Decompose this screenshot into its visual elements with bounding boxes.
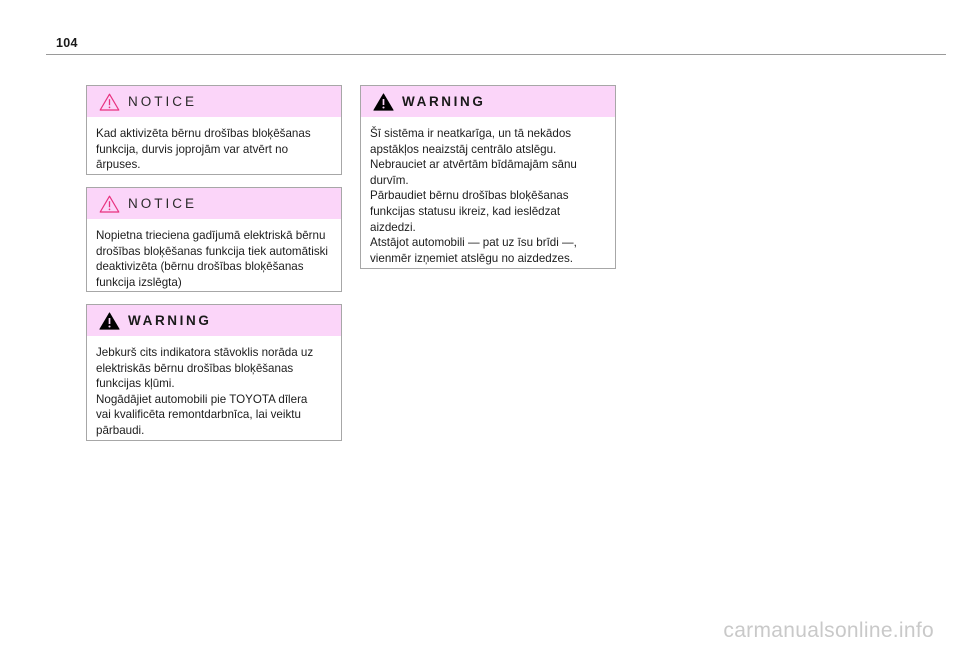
text-line: elektriskās bērnu drošības bloķēšanas	[96, 361, 294, 375]
text-line: Atstājot automobili — pat uz īsu brīdi —,	[370, 236, 577, 250]
warning-triangle-outline-icon	[99, 195, 120, 213]
notice-label: NOTICE	[128, 94, 198, 109]
warning-triangle-filled-icon	[99, 312, 120, 330]
text-line: funkcija izslēgta)	[96, 275, 182, 289]
warning-triangle-outline-icon	[99, 93, 120, 111]
notice-label: NOTICE	[128, 196, 198, 211]
warning-header	[87, 305, 341, 336]
text-line: funkcija, durvis joprojām var atvērt no	[96, 142, 289, 156]
text-line: drošības bloķēšanas funkcija tiek automātiski	[96, 244, 328, 258]
text-line: durvīm.	[370, 173, 409, 187]
text-line: Nogādājiet automobili pie TOYOTA dīlera	[96, 392, 308, 406]
notice-box-child-lock	[86, 85, 342, 175]
text-line: vai kvalificēta remontdarbnīca, lai veiktu	[96, 408, 301, 422]
header-rule	[46, 54, 946, 55]
text-line: Jebkurš cits indikatora stāvoklis norāda uz	[96, 346, 314, 359]
warning-label: WARNING	[402, 94, 486, 109]
text-line: ārpuses.	[96, 158, 141, 172]
text-line: vienmēr izņemiet atslēgu no aizdedzes.	[370, 251, 573, 265]
warning-triangle-filled-icon	[373, 93, 394, 111]
notice-text	[87, 117, 341, 183]
text-line: funkcijas statusu ikreiz, kad ieslēdzat	[370, 204, 561, 218]
text-line: Nebrauciet ar atvērtām bīdāmajām sānu	[370, 158, 577, 172]
text-line: deaktivizēta (bērnu drošības bloķēšanas	[96, 260, 304, 274]
notice-header	[87, 86, 341, 117]
notice-box-crash-deactivation	[86, 187, 342, 292]
text-line: Nopietna trieciena gadījumā elektriskā bērnu	[96, 229, 326, 242]
text-line: pārbaudi.	[96, 423, 145, 437]
notice-text	[87, 219, 341, 300]
page-number: 104	[56, 36, 78, 50]
text-line: aizdedzi.	[370, 220, 416, 234]
warning-text	[87, 336, 341, 449]
warning-box-indicator-fault	[86, 304, 342, 441]
watermark: carmanualsonline.info	[723, 619, 934, 642]
text-line: Pārbaudiet bērnu drošības bloķēšanas	[370, 189, 569, 203]
warning-label: WARNING	[128, 313, 212, 328]
text-line: Šī sistēma ir neatkarīga, un tā nekādos	[370, 127, 572, 140]
text-line: funkcijas kļūmi.	[96, 377, 175, 391]
warning-box-central-lock	[360, 85, 616, 269]
notice-header	[87, 188, 341, 219]
text-line: apstākļos neaizstāj centrālo atslēgu.	[370, 142, 557, 156]
text-line: Kad aktivizēta bērnu drošības bloķēšanas	[96, 127, 311, 140]
warning-text	[361, 117, 615, 276]
warning-header	[361, 86, 615, 117]
